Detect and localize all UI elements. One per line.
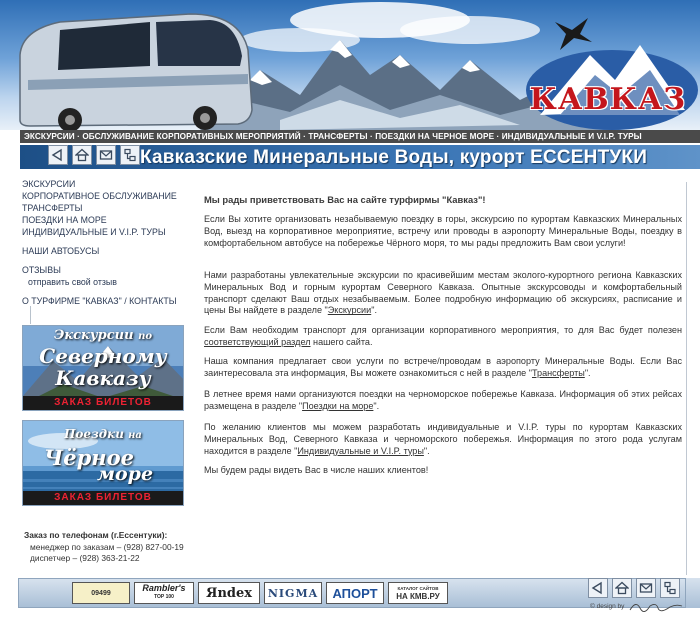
mail-button[interactable] (96, 145, 116, 165)
excursions-link[interactable]: Экскурсии (327, 305, 372, 316)
menu-item-reviews[interactable]: ОТЗЫВЫ (22, 265, 61, 275)
page-title: Кавказские Минеральные Воды, курорт ЕССЕНТУКИ (140, 147, 648, 168)
aport-counter[interactable]: АПОРТ (326, 582, 384, 604)
intro-paragraph: Если Вы хотите организовать незабываемую поездку в горы, экскурсию по курортам Кавказских Минеральных Вод, выезд на корпоративное мероприятие, встречу или проводы в аэропорту Минеральные Воды, поездку в комфортабельном автобусе на побережье Чёрного моря, то мы рады предложить Вам свои услуги! (204, 214, 682, 248)
footer-bar-end (686, 578, 700, 608)
banner-order-label: ЗАКАЗ БИЛЕТОВ (23, 491, 183, 505)
bus-image (0, 0, 260, 132)
banner-line2: Чёрное (44, 445, 134, 470)
menu-item-vip-tours[interactable]: ИНДИВИДУАЛЬНЫЕ И V.I.P. ТУРЫ (22, 227, 166, 237)
back-icon (51, 148, 65, 162)
contact-phones (24, 530, 184, 565)
design-credit: © design by (590, 603, 625, 610)
menu-item-buses[interactable]: НАШИ АВТОБУСЫ (22, 246, 100, 256)
header-nav-icons (48, 145, 140, 165)
home-icon (615, 581, 629, 595)
logo-text: КАВКАЗ (529, 82, 686, 117)
tagline: ЭКСКУРСИИ · ОБСЛУЖИВАНИЕ КОРПОРАТИВНЫХ МЕРОПРИЯТИЙ · ТРАНСФЕРТЫ · ПОЕЗДКИ НА ЧЕРНОЕ МОРЕ · ИНДИВИДУАЛЬНЫЕ И V.I.P. ТУРЫ (20, 130, 700, 143)
footer-back-button[interactable] (588, 578, 608, 598)
contacts-heading: Заказ по телефонам (г.Ессентуки): (24, 530, 168, 540)
kmv-catalog-counter[interactable]: КАТАЛОГ САЙТОВ НА КМВ.РУ (388, 582, 448, 604)
sitemap-button[interactable] (120, 145, 140, 165)
banner-north-caucasus-excursions[interactable] (22, 325, 184, 411)
mail-icon (99, 148, 113, 162)
banner-line3: море (96, 463, 154, 485)
sea-trips-link[interactable]: Поездки на море (302, 400, 374, 411)
nigma-counter[interactable]: NIGMA (264, 582, 322, 604)
menu-item-sea-trips[interactable]: ПОЕЗДКИ НА МОРЕ (22, 215, 107, 225)
menu-divider (30, 306, 31, 324)
home-button[interactable] (72, 145, 92, 165)
footer-nav-icons (588, 578, 680, 598)
closing-paragraph: Мы будем рады видеть Вас в числе наших клиентов! (204, 465, 429, 475)
sitemap-icon (663, 581, 677, 595)
designer-signature (628, 598, 684, 614)
banner-line3: Кавказу (55, 366, 151, 390)
banner-line1: Экскурсии по (53, 328, 153, 343)
footer-mail-button[interactable] (636, 578, 656, 598)
liveinternet-counter[interactable]: 09499 (72, 582, 130, 604)
menu-item-transfers[interactable]: ТРАНСФЕРТЫ (22, 203, 83, 213)
transfers-paragraph: Наша компания предлагает свои услуги по встрече/проводам в аэропорту Минеральные Воды. Если Вас заинтересовала эта информация, Вы можете ознакомиться с ней в разделе "Трансферты". (204, 356, 682, 378)
contact-manager: менеджер по заказам – (928) 827-00-19 (30, 541, 184, 552)
mail-icon (639, 581, 653, 595)
main-content (194, 182, 686, 575)
menu-item-about-contacts[interactable]: О ТУРФИРМЕ "КАВКАЗ" / КОНТАКТЫ (22, 296, 177, 306)
excursions-paragraph: Нами разработаны увлекательные экскурсии по красивейшим местам эколого-курортного региона Кавказских Минеральных Вод и горным курортам Северного Кавказа. Опытные экскурсоводы и комфортабельный транспорт сделают Ваш отдых незабываемым. Более подробную информацию об экскурсиях, расписание и цены Вы найдете в разделе "Экскурсии". (204, 270, 682, 316)
corporate-section-link[interactable]: соответствующий раздел (204, 336, 311, 347)
banner-order-label: ЗАКАЗ БИЛЕТОВ (23, 396, 183, 410)
greeting-heading: Мы рады приветствовать Вас на сайте турфирмы "Кавказ"! (204, 194, 486, 205)
banner-black-sea-trips[interactable] (22, 420, 184, 506)
yandex-counter[interactable]: Яndex (198, 582, 260, 604)
menu-item-excursions[interactable]: ЭКСКУРСИИ (22, 179, 76, 189)
menu-item-send-review[interactable]: отправить свой отзыв (28, 277, 117, 287)
footer-home-button[interactable] (612, 578, 632, 598)
counter-buttons (72, 582, 448, 604)
footer-sitemap-button[interactable] (660, 578, 680, 598)
back-button[interactable] (48, 145, 68, 165)
side-menu (22, 178, 192, 307)
banner-line2: Северному (39, 344, 167, 368)
rambler-top100-counter[interactable]: Rambler's TOP 100 (134, 582, 194, 604)
vip-tours-paragraph: По желанию клиентов мы можем разработать индивидуальные и V.I.P. туры по курортам Кавказских Минеральных Вод, Северного Кавказа и черноморского побережья. Информация по этого рода услугам находится в разделе "Индивидуальные и V.I.P. туры". (204, 422, 682, 456)
corporate-paragraph: Если Вам необходим транспорт для организации корпоративного мероприятия, то для Вас будет полезен соответствующий раздел нашего сайта. (204, 325, 682, 347)
logo (500, 0, 700, 140)
content-border (686, 182, 687, 575)
back-icon (591, 581, 605, 595)
home-icon (75, 148, 89, 162)
header (0, 0, 700, 170)
menu-item-corporate[interactable]: КОРПОРАТИВНОЕ ОБСЛУЖИВАНИЕ (22, 191, 177, 201)
sea-trips-paragraph: В летнее время нами организуются поездки на черноморское побережье Кавказа. Информация об этих рейсах размещена в разделе "Поездки на море". (204, 389, 682, 411)
vip-tours-link[interactable]: Индивидуальные и V.I.P. туры (297, 445, 424, 456)
contact-dispatcher: диспетчер – (928) 363-21-22 (30, 553, 140, 563)
banner-line1: Поездки на (64, 427, 142, 441)
sitemap-icon (123, 148, 137, 162)
transfers-link[interactable]: Трансферты (531, 367, 585, 378)
